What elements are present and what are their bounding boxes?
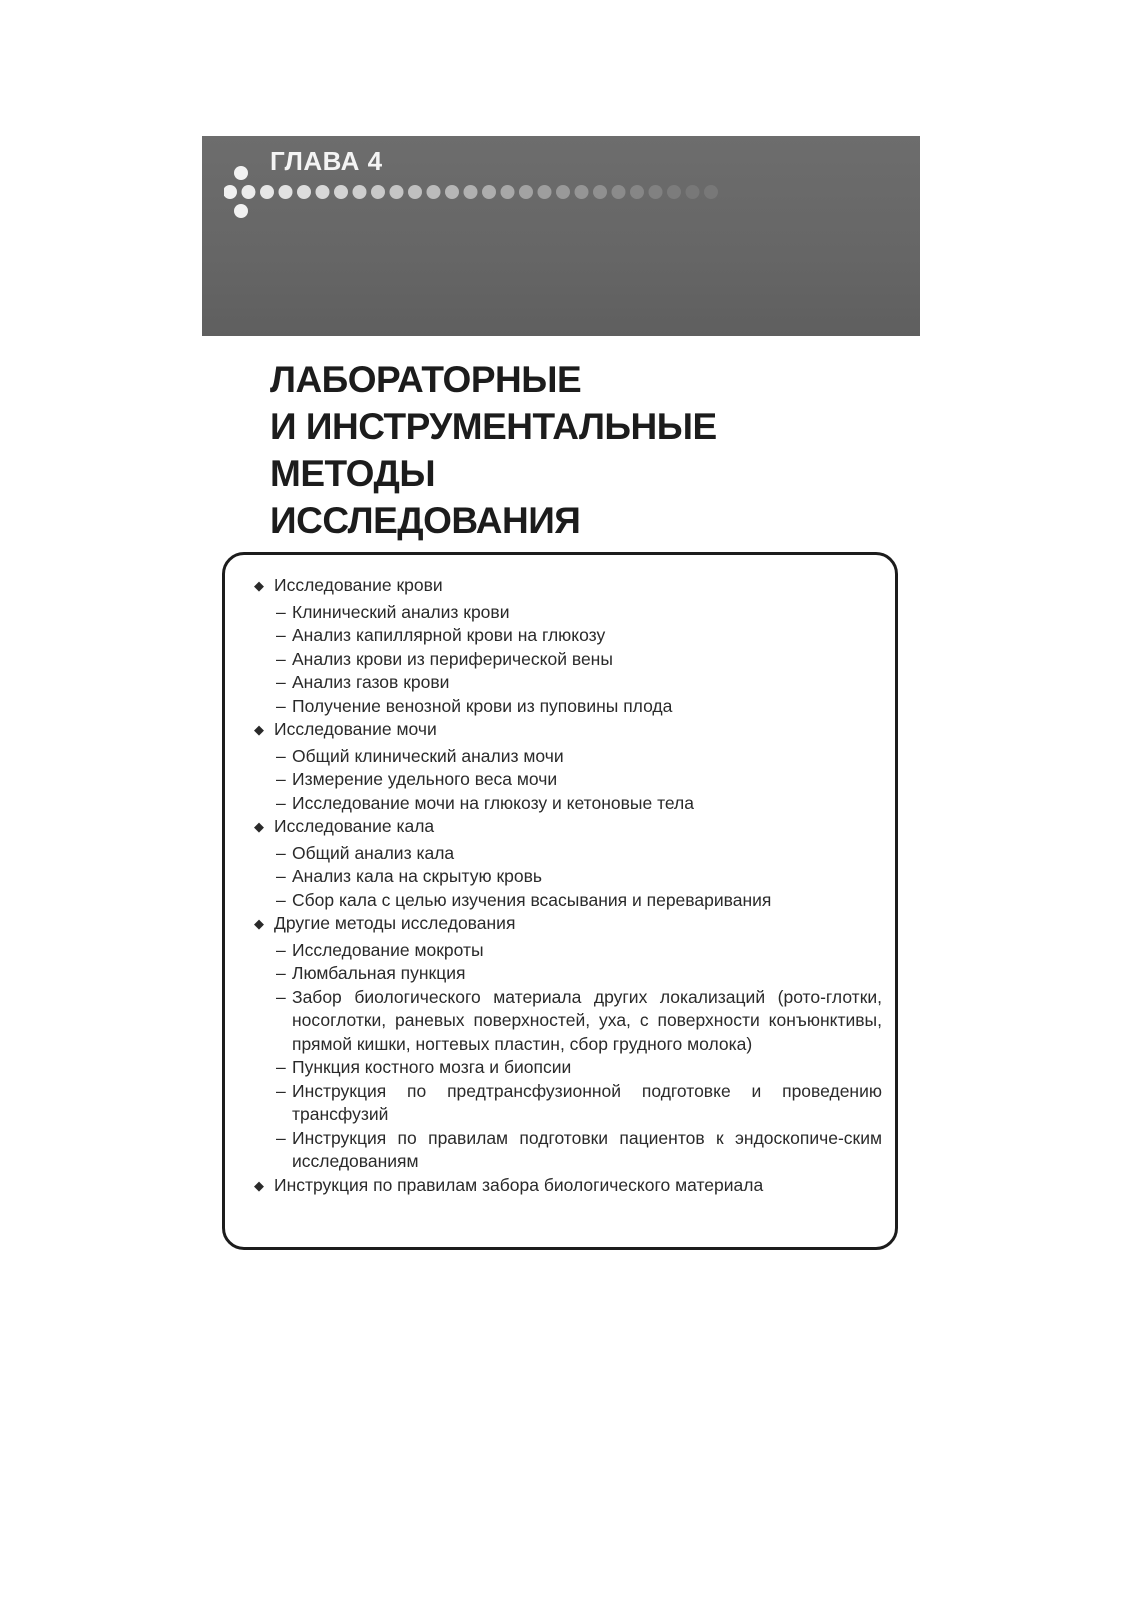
contents-item [276,889,882,913]
contents-subsection-list [276,842,882,913]
ornament-dot [427,185,441,199]
ornament-dot [316,185,330,199]
diamond-bullet-icon: ◆ [254,1177,264,1193]
contents-section [254,574,882,718]
dash-marker: – [276,1080,286,1101]
ornament-dot [297,185,311,199]
dash-marker: – [276,601,286,622]
diamond-bullet-icon: ◆ [254,578,264,593]
contents-item [276,648,882,672]
dash-marker: – [276,939,286,960]
ornament-dot [279,185,293,199]
contents-section [254,815,882,912]
diamond-bullet-icon: ◆ [254,722,264,737]
contents-item-text: Пункция костного мозга и биопсии [292,1057,572,1077]
contents-item-text: Общий клинический анализ мочи [292,745,564,766]
contents-item-text: Люмбальная пункция [292,963,466,983]
dash-marker: – [276,695,286,716]
ornament-dot [242,185,256,199]
contents-section-title: Исследование мочи [274,719,437,739]
dash-marker: – [276,672,286,692]
dash-marker: – [276,842,286,863]
ornament-dot [686,185,700,199]
ornament-dot [575,185,589,199]
contents-item-text: Анализ крови из периферической вены [292,648,613,669]
contents-item-text: Исследование мокроты [292,939,484,960]
ornament-dot [501,185,515,199]
diamond-bullet-icon: ◆ [254,916,264,931]
contents-item [276,671,882,695]
ornament-dot [464,185,478,199]
chapter-title [270,356,890,544]
contents-item-text: Клинический анализ крови [292,601,510,622]
ornament-dot [556,185,570,199]
ornament-dot [234,166,248,180]
contents-item [276,986,882,1057]
dash-marker: – [276,648,286,669]
ornament-dot [224,185,237,199]
contents-item-text: Сбор кала с целью изучения всасывания и переваривания [292,889,772,910]
contents-section-title: Другие методы исследования [274,913,516,933]
diamond-bullet-icon: ◆ [254,819,264,834]
ornament-dot [445,185,459,199]
ornament-dot [334,185,348,199]
chapter-title-line-1: ЛАБОРАТОРНЫЕ [270,359,582,400]
contents-item [276,1127,882,1174]
dash-marker: – [276,986,286,1007]
contents-section [254,1174,882,1198]
dash-marker: – [276,963,286,983]
ornament-dot [704,185,718,199]
ornament-dot [538,185,552,199]
ornament-dot [408,185,422,199]
chapter-title-line-3: ИССЛЕДОВАНИЯ [270,500,581,541]
contents-subsection-list [276,601,882,719]
contents-item-text: Анализ кала на скрытую кровь [292,866,542,886]
ornament-dot [630,185,644,199]
contents-item [276,939,882,963]
contents-item [276,745,882,769]
ornament-dot [371,185,385,199]
ornament-dot [649,185,663,199]
contents-item [276,1080,882,1127]
contents-item [276,962,882,986]
contents-item [276,624,882,648]
chapter-label: ГЛАВА 4 [270,146,383,176]
ornament-dot [612,185,626,199]
contents-section-title: Исследование крови [274,575,443,595]
contents-subsection-list [276,745,882,816]
contents-list [254,574,882,1197]
ornament-dot [482,185,496,199]
contents-item-text: Инструкция по предтрансфузионной подготовке и проведению трансфузий [292,1080,882,1124]
contents-item [276,695,882,719]
ornament-dot [353,185,367,199]
dash-marker: – [276,866,286,886]
dash-marker: – [276,1127,286,1148]
ornament-dot [519,185,533,199]
contents-section-title: Исследование кала [274,816,435,836]
contents-item [276,1056,882,1080]
contents-item-text: Анализ капиллярной крови на глюкозу [292,625,606,645]
contents-item-text: Забор биологического материала других локализаций (рото-глотки, носоглотки, раневых поверхностей, уха, с поверхности конъюнктивы, прямой кишки, ногтевых пластин, сбор грудного молока) [292,986,882,1054]
dash-marker: – [276,745,286,766]
dash-marker: – [276,1057,286,1077]
contents-item-text: Исследование мочи на глюкозу и кетоновые тела [292,792,694,813]
ornament-dot [260,185,274,199]
contents-item [276,792,882,816]
ornament-dot [234,204,248,218]
contents-subsection-list [276,939,882,1174]
dash-marker: – [276,889,286,910]
contents-section [254,912,882,1174]
ornament-dot [593,185,607,199]
dash-marker: – [276,625,286,645]
contents-item-text: Измерение удельного веса мочи [292,769,558,789]
contents-item-text: Общий анализ кала [292,842,455,863]
contents-item [276,768,882,792]
ornament-dot [390,185,404,199]
ornament-dot [667,185,681,199]
contents-item [276,842,882,866]
contents-section-title: Инструкция по правилам забора биологического материала [274,1174,764,1195]
contents-item [276,865,882,889]
dash-marker: – [276,792,286,813]
contents-item-text: Анализ газов крови [292,672,450,692]
contents-item-text: Инструкция по правилам подготовки пациентов к эндоскопиче-ским исследованиям [292,1127,882,1171]
contents-item-text: Получение венозной крови из пуповины плода [292,695,673,716]
chapter-title-line-2: И ИНСТРУМЕНТАЛЬНЫЕ МЕТОДЫ [270,406,717,494]
contents-section [254,718,882,815]
dash-marker: – [276,769,286,789]
contents-item [276,601,882,625]
